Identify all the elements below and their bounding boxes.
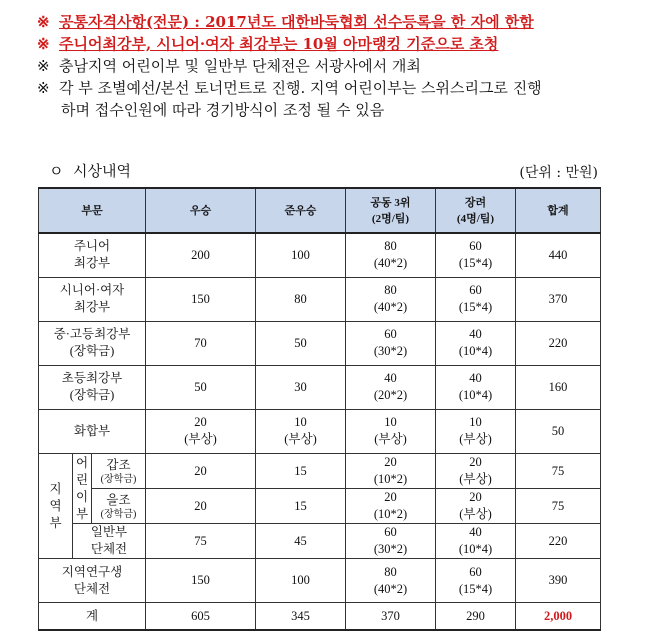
regional-label: 지 역 부: [39, 454, 73, 559]
total-cell: 50: [516, 409, 601, 453]
header-runner-up: 준우승: [256, 188, 346, 233]
winner-cell: 20: [146, 489, 256, 524]
reference-mark: ※: [37, 13, 50, 31]
table-row: [39, 409, 601, 453]
section-bullet: ㅇ: [49, 162, 64, 180]
unit-label: (단위 : 만원): [519, 165, 598, 181]
group-cell: 을조 (장학금): [92, 489, 146, 524]
third-cell: 80 (40*2): [346, 277, 436, 321]
third-cell: 60 (30*2): [346, 321, 436, 365]
division-cell: 주니어 최강부: [39, 233, 146, 277]
total-cell: 220: [516, 321, 601, 365]
runner-up-cell: 15: [256, 454, 346, 489]
runner-up-cell: 50: [256, 321, 346, 365]
section-title: [49, 160, 131, 181]
winner-cell: 75: [146, 524, 256, 559]
runner-up-cell: 100: [256, 233, 346, 277]
totals-label: 계: [39, 603, 146, 630]
encouragement-cell: 60 (15*4): [436, 559, 516, 603]
division-cell: 초등최강부 (장학금): [39, 365, 146, 409]
third-cell: 10 (부상): [346, 409, 436, 453]
encouragement-cell: 20 (부상): [436, 489, 516, 524]
third-cell: 60 (30*2): [346, 524, 436, 559]
table-row: [39, 365, 601, 409]
winner-cell: 200: [146, 233, 256, 277]
eligibility-notes: [37, 12, 637, 122]
total-cell: 75: [516, 454, 601, 489]
reference-mark: ※: [37, 35, 50, 53]
division-cell: 지역연구생 단체전: [39, 559, 146, 603]
division-cell: 일반부 단체전: [73, 524, 146, 559]
runner-up-cell: 100: [256, 559, 346, 603]
third-cell: 80 (40*2): [346, 559, 436, 603]
third-cell: 20 (10*2): [346, 489, 436, 524]
winner-cell: 20 (부상): [146, 409, 256, 453]
note-text: 공통자격사항(전문) : 2017년도 대한바둑협회 선수등록을 한 자에 한함: [59, 13, 534, 31]
prize-table: [38, 187, 601, 631]
note-invitation: [37, 34, 637, 56]
third-total: 370: [346, 603, 436, 630]
runner-up-cell: 80: [256, 277, 346, 321]
note-venue: [37, 56, 637, 78]
total-cell: 440: [516, 233, 601, 277]
note-format-continued: [37, 100, 637, 122]
runner-up-cell: 10 (부상): [256, 409, 346, 453]
winner-total: 605: [146, 603, 256, 630]
winner-cell: 50: [146, 365, 256, 409]
total-cell: 75: [516, 489, 601, 524]
grand-total: 2,000: [516, 603, 601, 630]
encouragement-cell: 40 (10*4): [436, 321, 516, 365]
third-cell: 20 (10*2): [346, 454, 436, 489]
note-text: 각 부 조별예선/본선 토너먼트로 진행. 지역 어린이부는 스위스리그로 진행: [59, 79, 542, 97]
total-cell: 160: [516, 365, 601, 409]
third-cell: 80 (40*2): [346, 233, 436, 277]
runner-up-total: 345: [256, 603, 346, 630]
total-cell: 370: [516, 277, 601, 321]
note-text: 주니어최강부, 시니어·여자 최강부는 10월 아마랭킹 기준으로 초청: [59, 35, 499, 53]
winner-cell: 70: [146, 321, 256, 365]
division-cell: 중·고등최강부 (장학금): [39, 321, 146, 365]
table-row: [39, 233, 601, 277]
encouragement-cell: 60 (15*4): [436, 277, 516, 321]
header-encouragement: 장려 (4명/팀): [436, 188, 516, 233]
division-cell: 시니어·여자 최강부: [39, 277, 146, 321]
header-total: 합계: [516, 188, 601, 233]
section-title-text: 시상내역: [73, 162, 132, 180]
header-winner: 우승: [146, 188, 256, 233]
table-row: [39, 277, 601, 321]
total-cell: 220: [516, 524, 601, 559]
note-text: 하며 접수인원에 따라 경기방식이 조정 될 수 있음: [61, 101, 385, 119]
table-row: [39, 524, 601, 559]
totals-row: [39, 603, 601, 630]
runner-up-cell: 15: [256, 489, 346, 524]
header-third: 공동 3위 (2명/팀): [346, 188, 436, 233]
table-row: [39, 454, 601, 489]
table-row: [39, 489, 601, 524]
encouragement-cell: 10 (부상): [436, 409, 516, 453]
header-division: 부문: [39, 188, 146, 233]
encouragement-total: 290: [436, 603, 516, 630]
total-cell: 390: [516, 559, 601, 603]
table-row: [39, 321, 601, 365]
encouragement-cell: 60 (15*4): [436, 233, 516, 277]
children-label: 어 린 이 부: [73, 454, 92, 524]
third-cell: 40 (20*2): [346, 365, 436, 409]
winner-cell: 20: [146, 454, 256, 489]
winner-cell: 150: [146, 277, 256, 321]
reference-mark: ※: [37, 79, 50, 97]
note-common-eligibility: [37, 12, 637, 34]
table-row: [39, 559, 601, 603]
runner-up-cell: 45: [256, 524, 346, 559]
encouragement-cell: 20 (부상): [436, 454, 516, 489]
note-text: 충남지역 어린이부 및 일반부 단체전은 서광사에서 개최: [59, 57, 421, 75]
header-row: [39, 188, 601, 233]
group-cell: 갑조 (장학금): [92, 454, 146, 489]
winner-cell: 150: [146, 559, 256, 603]
note-format: [37, 78, 637, 100]
encouragement-cell: 40 (10*4): [436, 524, 516, 559]
encouragement-cell: 40 (10*4): [436, 365, 516, 409]
reference-mark: ※: [37, 57, 50, 75]
division-cell: 화합부: [39, 409, 146, 453]
runner-up-cell: 30: [256, 365, 346, 409]
